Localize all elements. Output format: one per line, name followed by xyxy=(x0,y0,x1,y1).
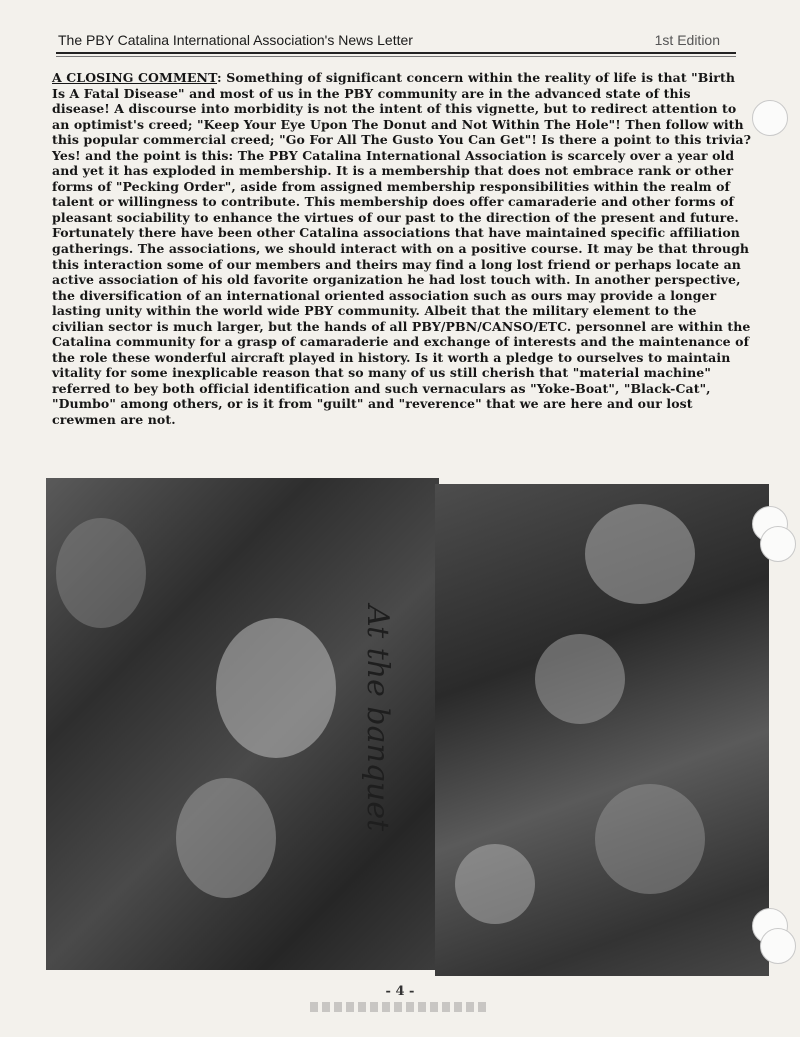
person-figure xyxy=(176,778,276,898)
page-header xyxy=(56,28,736,54)
page-number: - 4 - xyxy=(385,984,415,999)
footer-smudge xyxy=(310,1002,490,1012)
person-figure xyxy=(455,844,535,924)
article-body: Something of significant concern within the reality of life is that "Birth Is A Fatal Disease" and most of us in the PBY community are in the advanced state of this disease! A discourse into morbidity is not the intent of this vignette, but to redirect attention to an optimist's creed; "Keep Your Eye Upon The Donut and Not Within The Hole"! Then follow with this popular commercial creed; "Go For All The Gusto You Can Get"! Is there a point to this trivia? Yes! and the point is this: The PBY Catalina International Association is scarcely over a year old and yet it has exploded in membership. It is a membership that does not embrace rank or other forms of "Pecking Order", aside from assigned membership responsibilities within the realm of talent or willingness to contribute. This membership does offer camaraderie and other forms of pleasant sociability to enhance the virtues of our past to the direction of the present and future. Fortunately there have been other Catalina associations that have maintained specific affiliation gatherings. The associations, we should interact with on a positive course. It may be that through this interaction some of our members and theirs may find a long lost friend or perhaps locate an active association of his old favorite organization he had lost touch with. In another perspective, the diversification of an international oriented association such as ours may provide a longer lasting unity within the world wide PBY community. Albeit that the military element to the civilian sector is much larger, but the hands of all PBY/PBN/CANSO/ETC. personnel are within the Catalina community for a grasp of camaraderie and exchange of interests and the maintenance of the role these wonderful aircraft played in history. Is it worth a pledge to ourselves to maintain vitality for some inexplicable reason that so many of us still cherish that "material machine" referred to bey both official identification and such vernaculars as "Yoke-Boat", "Black-Cat", "Dumbo" among others, or is it from "guilt" and "reverence" that we are here and our lost crewmen are not. xyxy=(52,70,752,428)
person-figure xyxy=(595,784,705,894)
banquet-photo-right xyxy=(435,484,769,976)
header-divider xyxy=(56,56,736,57)
article-heading: A CLOSING COMMENT xyxy=(52,70,218,85)
heading-colon: : xyxy=(217,70,227,85)
person-figure xyxy=(585,504,695,604)
binder-hole xyxy=(752,100,788,136)
person-figure xyxy=(56,518,146,628)
edition-label: 1st Edition xyxy=(654,32,720,48)
newsletter-title: The PBY Catalina International Association's News Letter xyxy=(58,32,413,48)
person-figure xyxy=(216,618,336,758)
person-figure xyxy=(535,634,625,724)
closing-comment-article xyxy=(52,70,752,428)
binder-hole xyxy=(760,928,796,964)
handwritten-caption: At the banquet xyxy=(360,605,395,832)
binder-hole xyxy=(760,526,796,562)
